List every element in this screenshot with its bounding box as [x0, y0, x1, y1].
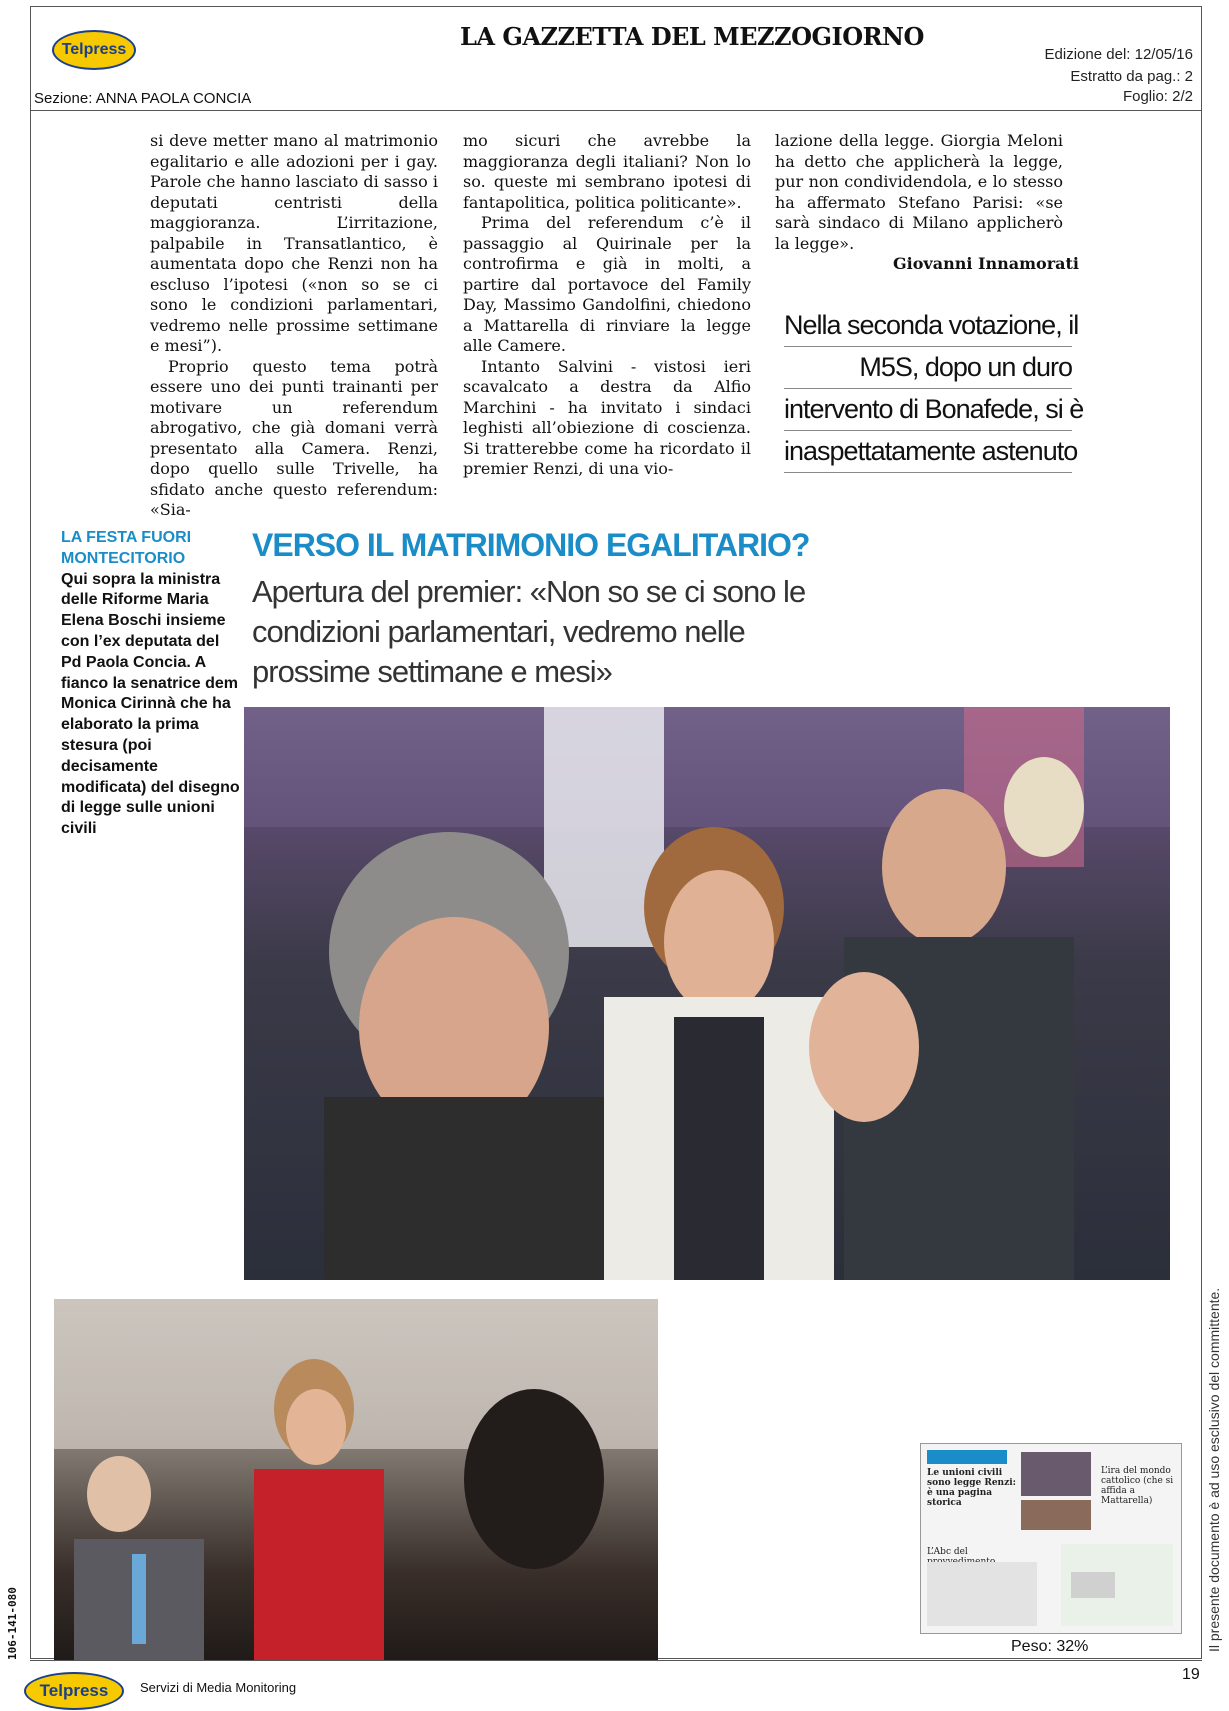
- paragraph: Prima del referendum c’è il passaggio al Quirinale per la controfirma e già in molti, a partire dal portavoce del Family Day, Massimo Gandolfini, chiedono a Mattarella di rinviare la legge alle Camere.: [463, 213, 751, 355]
- section-label: Sezione: ANNA PAOLA CONCIA: [34, 90, 252, 107]
- paragraph: si deve metter mano al matrimonio egalitario e alle adozioni per i gay. Parole che hanno lasciato di sasso i deputati centristi della maggioranza. L’irritazione, palpabile in Transatlantico, è aumentata dopo che Renzi non ha escluso l’ipotesi («non so se ci sono le condizioni parlamentari, vedremo nelle prossime settimane e mesi”).: [150, 131, 438, 355]
- footer-rule: [30, 1660, 1202, 1661]
- weight-label: Peso: 32%: [1011, 1638, 1089, 1655]
- page-thumbnail: [920, 1443, 1182, 1634]
- thumb-headline: L’Abc del: [927, 1547, 968, 1557]
- document-code: 106-141-080: [6, 1587, 19, 1660]
- paragraph: Proprio questo tema potrà essere uno dei punti trainanti per motivare un referendum abrogativo, che già domani verrà presentato alla Camera. Renzi, dopo quello sulle Trivelle, ha sfidato anche questo referendum: «Sia-: [150, 356, 438, 519]
- pull-quote-line: M5S, dopo un duro: [784, 347, 1072, 389]
- article-column-3: [775, 131, 1063, 254]
- exclusive-use-notice: Il presente documento è ad uso esclusivo del committente.: [1206, 1287, 1222, 1652]
- newspaper-masthead: LA GAZZETTA DEL MEZZOGIORNO: [460, 22, 924, 51]
- paragraph: mo sicuri che avrebbe la maggioranza degli italiani? Non lo so. queste mi sembrano ipotesi di fantapolitica, politica politicante».: [463, 131, 751, 212]
- main-photo: [244, 707, 1170, 1280]
- caption-body: Qui sopra la ministra delle Riforme Maria Elena Boschi insieme con l’ex deputata del Pd Paola Concia. A fianco la senatrice dem Monica Cirinnà che ha elaborato la prima stesura (poi decisamente modificata) del disegno di legge sulle unioni civili: [61, 570, 240, 838]
- footer-service-label: Servizi di Media Monitoring: [140, 1680, 297, 1695]
- thumb-text-block: [927, 1562, 1037, 1626]
- sheet-number: Foglio: 2/2: [1122, 88, 1193, 105]
- paragraph: Intanto Salvini - vistosi ieri scavalcato a destra da Alfio Marchini - ha invitato i sindaci leghisti all’obiezione di coscienza. Si tratterebbe come ha ricordato il premier Renzi, di una vio-: [463, 356, 751, 478]
- article-column-1: [150, 131, 438, 521]
- telpress-logo: Telpress: [52, 30, 136, 70]
- pull-quote-line: intervento di Bonafede, si è: [784, 389, 1072, 431]
- feature-subhead: Apertura del premier: «Non so se ci sono le condizioni parlamentari, vedremo nelle prossime settimane e mesi»: [252, 574, 806, 689]
- caption-kicker: LA FESTA FUORI MONTECITORIO: [61, 529, 192, 567]
- article-column-2: [463, 131, 751, 480]
- main-photo-illustration: [244, 707, 1170, 1280]
- feature-headline: VERSO IL MATRIMONIO EGALITARIO?: [252, 527, 810, 563]
- secondary-photo: [54, 1299, 658, 1661]
- thumb-headline: L’ira del mondo cattolico (che si affida a Mattarella): [1101, 1466, 1174, 1506]
- secondary-photo-illustration: [54, 1299, 658, 1661]
- edition-date: Edizione del: 12/05/16: [1044, 46, 1193, 63]
- pull-quote: [784, 305, 1084, 473]
- thumb-banner: [927, 1450, 1007, 1464]
- page-number: 19: [1182, 1666, 1200, 1683]
- thumb-car-image: [1071, 1572, 1115, 1598]
- paragraph: lazione della legge. Giorgia Meloni ha detto che applicherà la legge, pur non condividendola, e lo stesso ha affermato Stefano Parisi: «se sarà sindaco di Milano applicherò la legge».: [775, 131, 1063, 253]
- page-extract: Estratto da pag.: 2: [1070, 68, 1193, 85]
- header-rule: [30, 110, 1202, 111]
- pull-quote-line: inaspettatamente astenuto: [784, 431, 1072, 473]
- pull-quote-line: Nella seconda votazione, il: [784, 305, 1072, 347]
- thumb-headline: Le unioni civili sono legge Renzi: è una pagina storica: [927, 1468, 1016, 1508]
- thumb-photo: [1021, 1500, 1091, 1530]
- article-author: Giovanni Innamorati: [893, 254, 1079, 273]
- telpress-logo-footer: Telpress: [24, 1672, 124, 1710]
- thumb-photo: [1021, 1452, 1091, 1496]
- photo-caption: [61, 528, 241, 840]
